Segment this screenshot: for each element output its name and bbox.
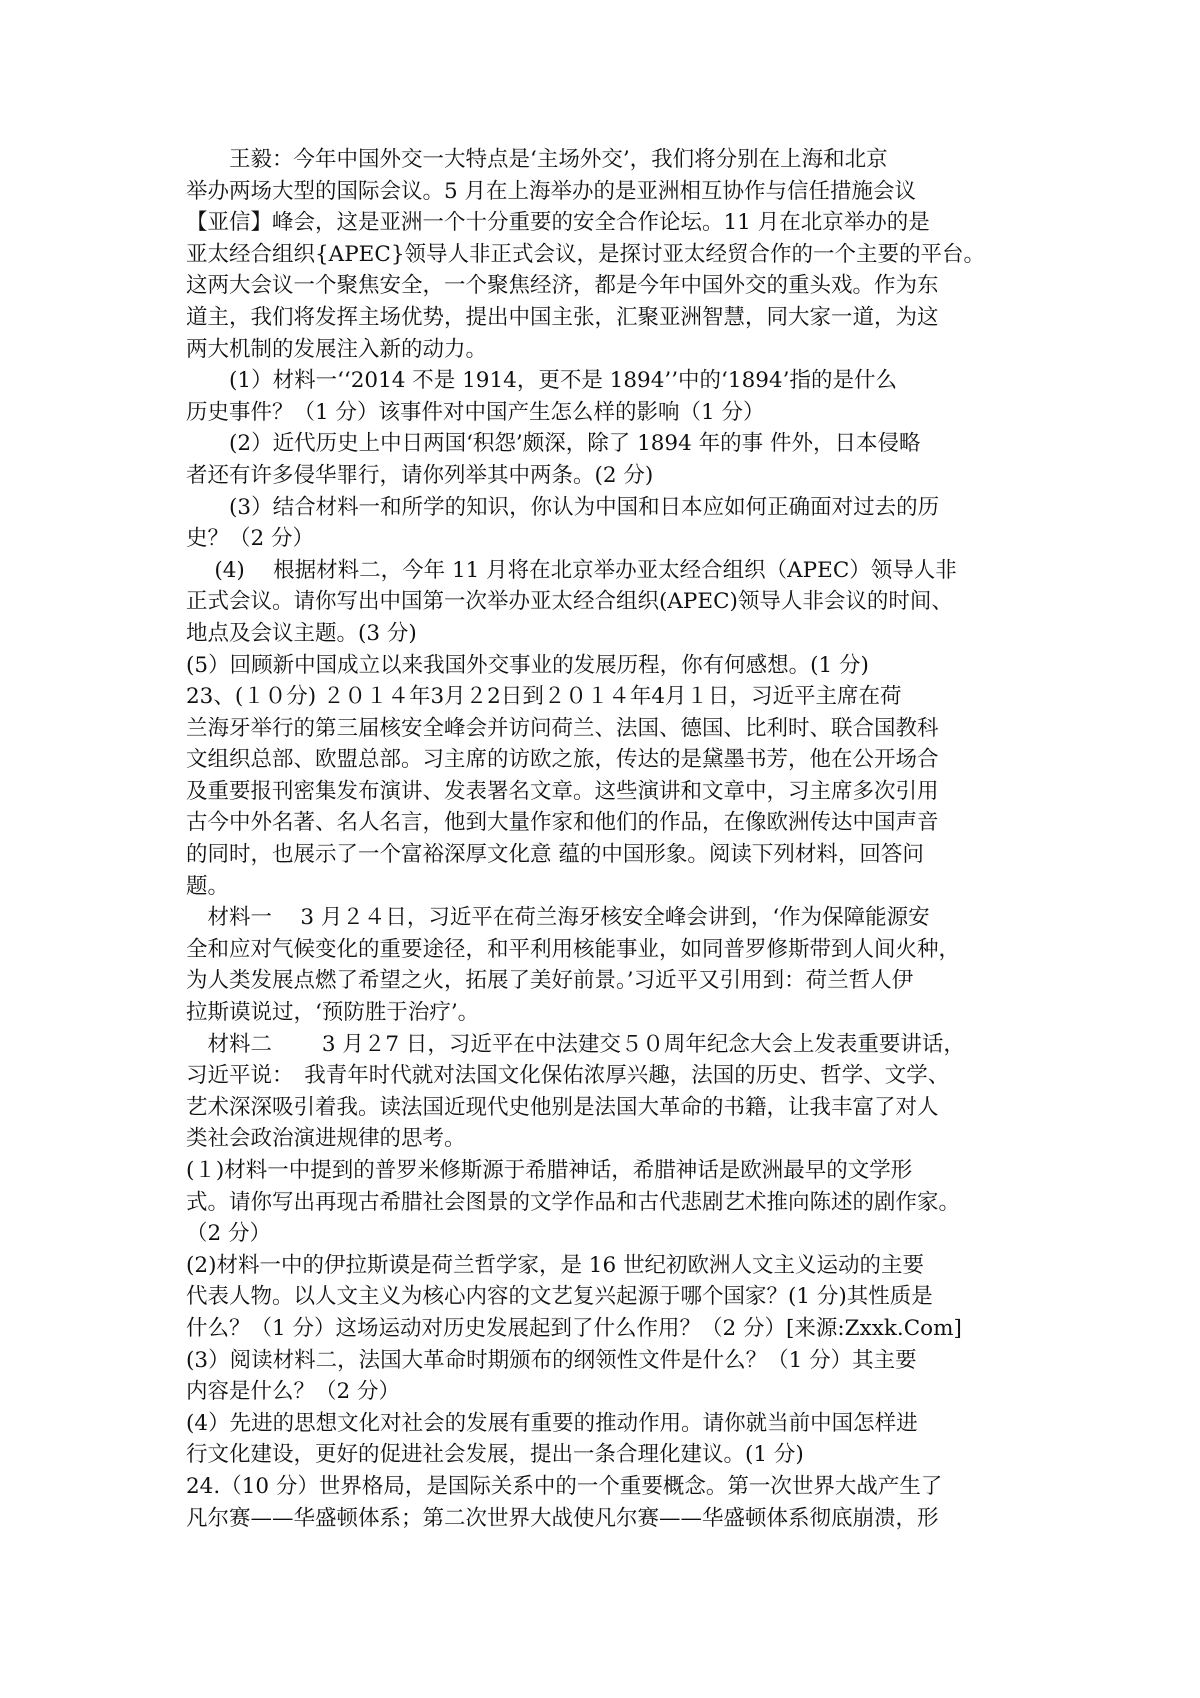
question-line: (4）先进的思想文化对社会的发展有重要的推动作用。请你就当前中国怎样进 [186, 1410, 918, 1436]
text-line: 古今中外名著、名人名言，他到大量作家和他们的作品，在像欧洲传达中国声音 [186, 810, 939, 836]
material-line: 材料一 3 月２４日，习近平在荷兰海牙核安全峰会讲到，‘作为保障能源安 [186, 905, 930, 931]
document-body [186, 144, 1046, 1534]
text-line: 者还有许多侵华罪行，请你列举其中两条。(2 分) [186, 462, 654, 488]
text-line: 亚太经合组织{APEC}领导人非正式会议，是探讨亚太经贸合作的一个主要的平台。 [186, 241, 985, 267]
question-line: (2）近代历史上中日两国‘积怨’颇深，除了 1894 年的事 件外，日本侵略 [186, 431, 921, 457]
text-line: 为人类发展点燃了希望之火，拓展了美好前景。’习近平又引用到：荷兰哲人伊 [186, 968, 914, 994]
text-line: 艺术深深吸引着我。读法国近现代史他别是法国大革命的书籍，让我丰富了对人 [186, 1094, 939, 1120]
question-line: (2)材料一中的伊拉斯谟是荷兰哲学家，是 16 世纪初欧洲人文主义运动的主要 [186, 1252, 924, 1278]
question-line: (3）结合材料一和所学的知识，你认为中国和日本应如何正确面对过去的历 [186, 494, 940, 520]
text-line: 代表人物。以人文主义为核心内容的文艺复兴起源于哪个国家？(1 分)其性质是 [186, 1284, 933, 1310]
question-line: (5）回顾新中国成立以来我国外交事业的发展历程，你有何感想。(1 分) [186, 652, 869, 678]
text-line: 拉斯谟说过，‘预防胜于治疗’。 [186, 1000, 480, 1026]
text-line: 这两大会议一个聚焦安全，一个聚焦经济，都是今年中国外交的重头戏。作为东 [186, 273, 939, 299]
text-line: 全和应对气候变化的重要途径，和平利用核能事业，如同普罗修斯带到人间火种， [186, 936, 961, 962]
text-line: 的同时，也展示了一个富裕深厚文化意 蕴的中国形象。阅读下列材料，回答问 [186, 842, 924, 868]
text-line: 式。请你写出再现古希腊社会图景的文学作品和古代悲剧艺术推向陈述的剧作家。 [186, 1189, 961, 1215]
text-line: 什么？（1 分）这场运动对历史发展起到了什么作用？（2 分）[来源:Zxxk.Com] [186, 1315, 962, 1341]
text-line: 兰海牙举行的第三届核安全峰会并访问荷兰、法国、德国、比利时、联合国教科 [186, 715, 939, 741]
text-line: 地点及会议主题。(3 分) [186, 620, 417, 646]
text-line: 历史事件？（1 分）该事件对中国产生怎么样的影响（1 分） [186, 399, 765, 425]
material-line: 材料二 3 月２7 日，习近平在中法建交５０周年纪念大会上发表重要讲话， [186, 1031, 965, 1057]
question-heading: 24.（10 分）世界格局，是国际关系中的一个重要概念。第一次世界大战产生了 [186, 1473, 943, 1499]
text-line: 史？（2 分） [186, 526, 315, 552]
text-line: 文组织总部、欧盟总部。习主席的访欧之旅，传达的是黛墨书芳，他在公开场合 [186, 747, 939, 773]
question-line: (4) 根据材料二，今年 11 月将在北京举办亚太经合组织（APEC）领导人非 [186, 557, 957, 583]
text-line: 凡尔赛——华盛顿体系；第二次世界大战使凡尔赛——华盛顿体系彻底崩溃，形 [186, 1505, 939, 1531]
text-line: 内容是什么？（2 分） [186, 1379, 401, 1405]
question-line: (3）阅读材料二，法国大革命时期颁布的纲领性文件是什么？（1 分）其主要 [186, 1347, 917, 1373]
text-line: 王毅：今年中国外交一大特点是‘主场外交’，我们将分别在上海和北京 [186, 147, 888, 172]
text-line: 习近平说： 我青年时代就对法国文化保佑浓厚兴趣，法国的历史、哲学、文学、 [186, 1063, 950, 1089]
text-line: （2 分） [186, 1221, 272, 1247]
text-line: 举办两场大型的国际会议。5 月在上海举办的是亚洲相互协作与信任措施会议 [186, 178, 917, 204]
question-line: (１)材料一中提到的普罗米修斯源于希腊神话，希腊神话是欧洲最早的文学形 [186, 1158, 913, 1183]
question-line: (1）材料一‘‘2014 不是 1914，更不是 1894’’中的‘1894’指的是什么 [186, 368, 897, 394]
text-line: 类社会政治演进规律的思考。 [186, 1126, 466, 1152]
text-line: 【亚信】峰会，这是亚洲一个十分重要的安全合作论坛。11 月在北京举办的是 [186, 210, 930, 236]
text-line: 及重要报刊密集发布演讲、发表署名文章。这些演讲和文章中，习主席多次引用 [186, 778, 939, 804]
text-line: 行文化建设，更好的促进社会发展，提出一条合理化建议。(1 分) [186, 1442, 804, 1468]
text-line: 道主，我们将发挥主场优势，提出中国主张，汇聚亚洲智慧，同大家一道，为这 [186, 304, 939, 330]
text-line: 两大机制的发展注入新的动力。 [186, 336, 488, 362]
question-heading: 23、(１０分) ２０１４年3月２2日到２０１４年4月１日，习近平主席在荷 [186, 684, 902, 710]
text-line: 正式会议。请你写出中国第一次举办亚太经合组织(APEC)领导人非会议的时间、 [186, 589, 953, 615]
text-line: 题。 [186, 873, 230, 899]
